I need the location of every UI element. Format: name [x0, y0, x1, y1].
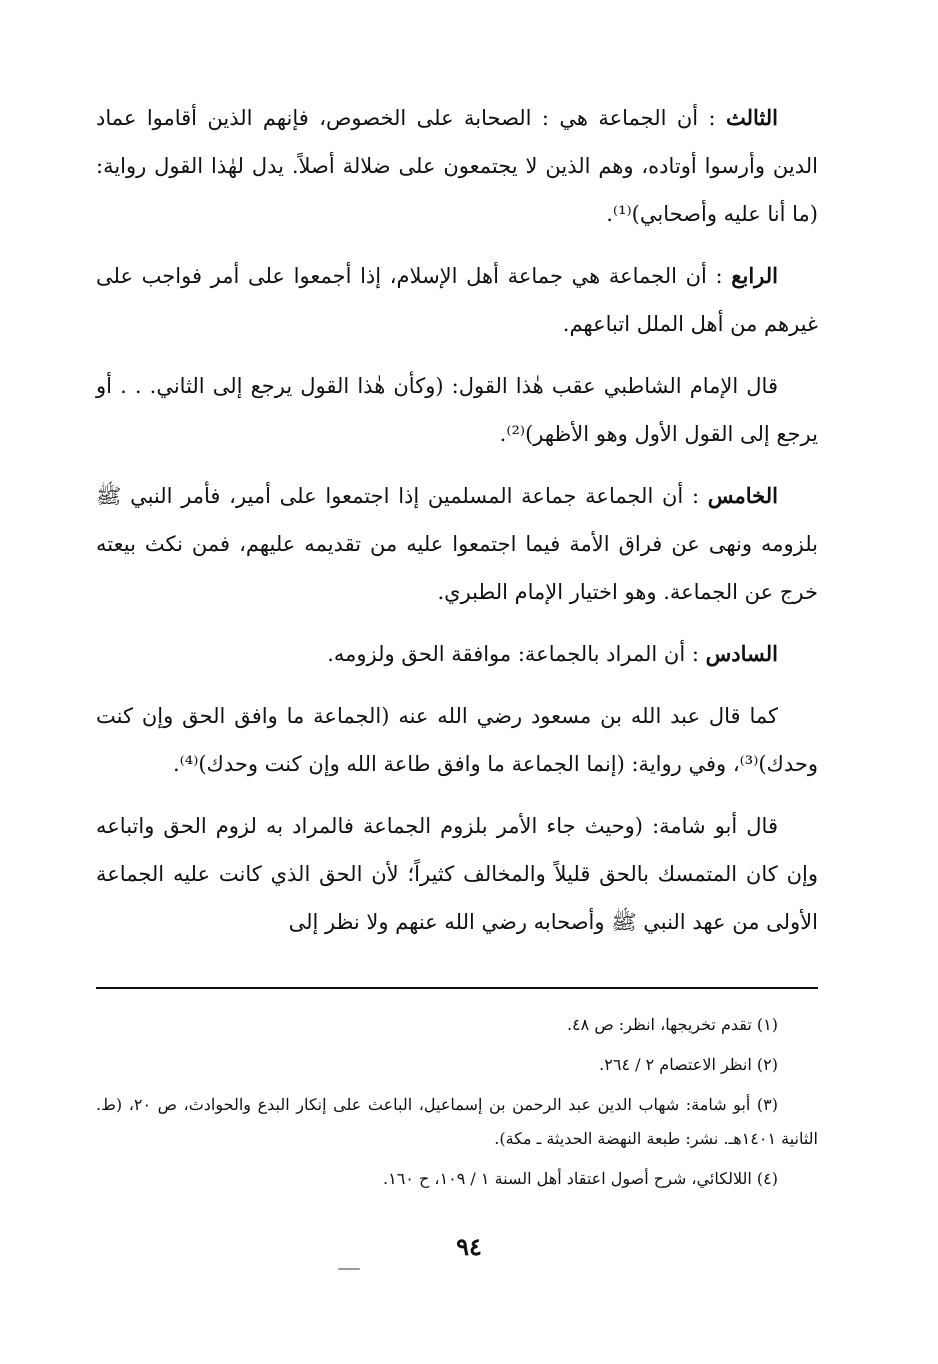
paragraph-shatibi-quote [96, 362, 818, 458]
paragraph-text: : أن الجماعة هي جماعة أهل الإسلام، إذا أجمعوا على أمر فواجب على غيرهم من أهل الملل اتباعهم. [96, 264, 818, 336]
paragraph-lead: الرابع [731, 263, 778, 288]
paragraph-abu-shama-quote [96, 802, 818, 946]
paragraph-text: : أن الجماعة جماعة المسلمين إذا اجتمعوا على أمير، فأمر النبي ﷺ بلزومه ونهى عن فراق الأمة فيما اجتمعوا عليه من تقديمه عليهم، فمن نكث بيعته خرج عن الجماعة. وهو اختيار الإمام الطبري. [96, 484, 818, 604]
footnote-separator [96, 987, 818, 989]
paragraph-lead: الثالث [726, 105, 778, 130]
paragraph-fourth-view [96, 252, 818, 348]
paragraph-text: قال أبو شامة: (وحيث جاء الأمر بلزوم الجماعة فالمراد به لزوم الحق واتباعه وإن كان المتمسك بالحق قليلاً والمخالف كثيراً؛ لأن الحق الذي كانت عليه الجماعة الأولى من عهد النبي ﷺ وأصحابه رضي الله عنهم ولا نظر إلى [96, 814, 818, 934]
footnote-2: (٢) انظر الاعتصام ٢ / ٢٦٤. [599, 1055, 778, 1074]
footnotes [96, 1008, 818, 1196]
paragraph-lead: الخامس [707, 483, 778, 508]
footnote-1: (١) تقدم تخريجها، انظر: ص ٤٨. [566, 1015, 778, 1034]
paragraph-ibn-masud-quote [96, 692, 818, 788]
paragraph-lead: السادس [705, 641, 778, 666]
paragraph-text: كما قال عبد الله بن مسعود رضي الله عنه (الجماعة ما وافق الحق وإن كنت وحدك)⁽³⁾، وفي رواية: (إنما الجماعة ما وافق طاعة الله وإن كنت وحدك)⁽⁴⁾. [96, 704, 818, 776]
paragraph-text: : أن المراد بالجماعة: موافقة الحق ولزومه. [327, 642, 699, 666]
footnote-4: (٤) اللالكائي، شرح أصول اعتقاد أهل السنة ١ / ١٠٩، ح ١٦٠. [383, 1169, 778, 1188]
page-number: ٩٤ [456, 1232, 482, 1261]
main-text [96, 94, 818, 946]
scan-speck [338, 1268, 360, 1270]
paragraph-text: : أن الجماعة هي : الصحابة على الخصوص، فإنهم الذين أقاموا عماد الدين وأرسوا أوتاده، وهم الذين لا يجتمعون على ضلالة أصلاً. يدل لهٰذا القول رواية: (ما أنا عليه وأصحابي)⁽¹⁾. [96, 106, 818, 226]
paragraph-third-view [96, 94, 818, 238]
paragraph-sixth-view [96, 630, 818, 678]
footnote-3: (٣) أبو شامة: شهاب الدين عبد الرحمن بن إسماعيل، الباعث على إنكار البدع والحوادث، ص ٢٠، (ط. الثانية ١٤٠١هـ. نشر: طبعة النهضة الحديثة ـ مكة). [96, 1095, 818, 1148]
paragraph-fifth-view [96, 472, 818, 616]
paragraph-text: قال الإمام الشاطبي عقب هٰذا القول: (وكأن هٰذا القول يرجع إلى الثاني. . . أو يرجع إلى القول الأول وهو الأظهر)⁽²⁾. [96, 374, 818, 446]
